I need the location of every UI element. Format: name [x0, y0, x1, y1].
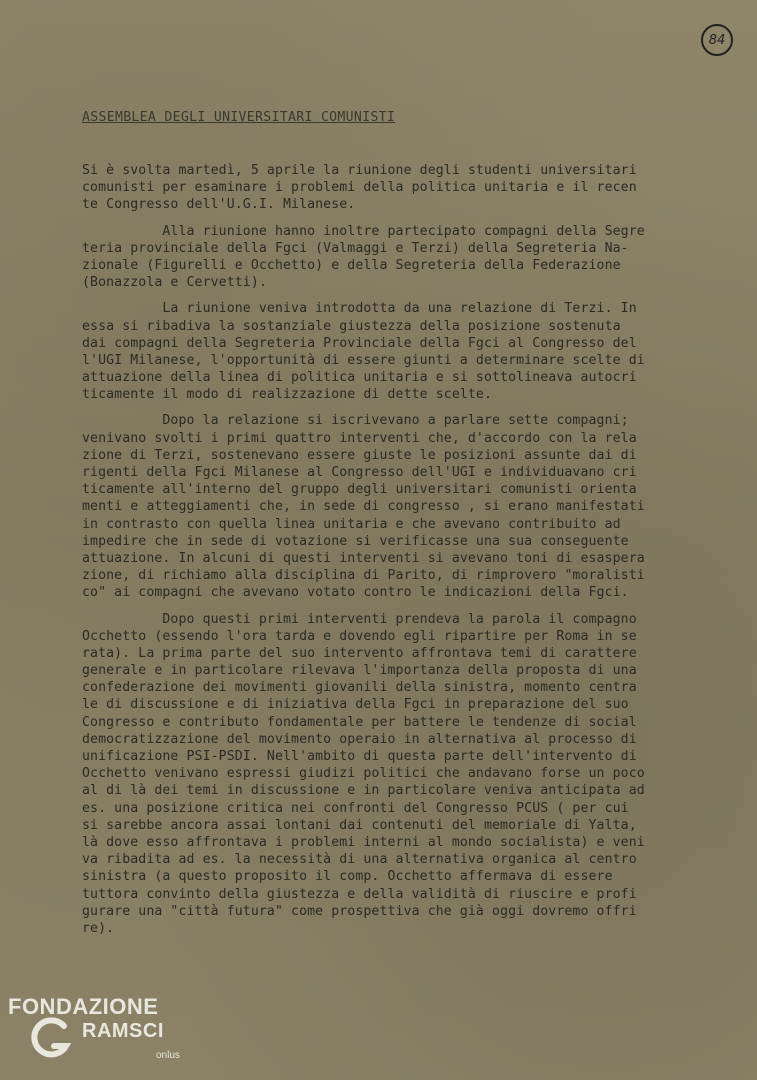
text-line: va ribadita ad es. la necessità di una alternativa organica al centro: [82, 852, 637, 868]
logo-text-onlus: onlus: [156, 1050, 180, 1061]
text-line: zione di Terzi, sostenevano essere giuste le posizioni assunte dai di: [82, 447, 637, 463]
paragraph: [82, 412, 732, 601]
paragraph-gap: [82, 403, 732, 412]
text-line: zione, di richiamo alla disciplina di Parito, di rimprovero "moralisti: [82, 568, 645, 584]
paragraph: [82, 611, 732, 938]
document-heading: ASSEMBLEA DEGLI UNIVERSITARI COMUNISTI: [82, 110, 396, 125]
text-line: teria provinciale della Fgci (Valmaggi e Terzi) della Segreteria Na-: [82, 240, 629, 256]
document-body: [82, 162, 732, 937]
text-line: impedire che in sede di votazione si verificasse una sua conseguente: [82, 533, 629, 549]
logo-g-mark-icon: [30, 1016, 72, 1062]
text-line: l'UGI Milanese, l'opportunità di essere giunti a determinare scelte di: [82, 352, 645, 368]
text-line: (Bonazzola e Cervetti).: [82, 275, 267, 291]
text-line: in contrasto con quella linea unitaria e che avevano contribuito ad: [82, 516, 621, 532]
paragraph: [82, 162, 732, 214]
text-line: Occhetto (essendo l'ora tarda e dovendo egli ripartire per Roma in se: [82, 628, 637, 644]
text-line: attuazione della linea di politica unitaria e si sottolineava autocri: [82, 370, 637, 386]
text-line: Occhetto venivano espressi giudizi politici che andavano forse un poco: [82, 766, 645, 782]
text-line: le di discussione e di iniziativa della Fgci in preparazione del suo: [82, 697, 629, 713]
page-number-stamp: [701, 24, 733, 56]
text-line: comunisti per esaminare i problemi della politica unitaria e il recen: [82, 180, 637, 196]
text-line: zionale (Figurelli e Occhetto) e della Segreteria della Federazione: [82, 257, 621, 273]
text-line: ticamente il modo di realizzazione di dette scelte.: [82, 387, 493, 403]
text-line: es. una posizione critica nei confronti del Congresso PCUS ( per cui: [82, 800, 629, 816]
text-line: La riunione veniva introdotta da una relazione di Terzi. In: [82, 301, 637, 317]
fondazione-gramsci-logo: [8, 994, 198, 1074]
text-line: essa si ribadiva la sostanziale giustezza della posizione sostenuta: [82, 318, 621, 334]
paragraph-gap: [82, 214, 732, 223]
text-line: Congresso e contributo fondamentale per battere le tendenze di social: [82, 714, 637, 730]
text-line: ticamente all'interno del gruppo degli universitari comunisti orienta: [82, 482, 637, 498]
logo-text-fondazione: FONDAZIONE: [8, 994, 159, 1019]
text-line: tuttora convinto della giustezza e della validità di riuscire e profi: [82, 886, 637, 902]
text-line: si sarebbe ancora assai lontani dai contenuti del memoriale di Yalta,: [82, 817, 637, 833]
text-line: sinistra (a questo proposito il comp. Occhetto affermava di essere: [82, 869, 613, 885]
paragraph: [82, 223, 732, 292]
text-line: te Congresso dell'U.G.I. Milanese.: [82, 197, 356, 213]
text-line: là dove esso affrontava i problemi interni al mondo socialista) e veni: [82, 834, 645, 850]
text-line: unificazione PSI-PSDI. Nell'ambito di questa parte dell'intervento di: [82, 749, 637, 764]
text-line: rigenti della Fgci Milanese al Congresso dell'UGI e individuavano cri: [82, 465, 637, 480]
page-number-text: 84: [708, 32, 726, 48]
text-line: re).: [82, 920, 115, 936]
text-line: Si è svolta martedì, 5 aprile la riunione degli studenti universitari: [82, 163, 637, 178]
paragraph-gap: [82, 602, 732, 611]
text-line: venivano svolti i primi quattro interventi che, d'accordo con la rela: [82, 430, 637, 446]
text-line: generale e in particolare rilevava l'importanza della proposta di una: [82, 663, 637, 679]
text-line: democratizzazione del movimento operaio in alternativa al processo di: [82, 731, 637, 747]
text-line: al di là dei temi in discussione e in particolare veniva anticipata ad: [82, 783, 645, 799]
text-line: confederazione dei movimenti giovanili della sinistra, momento centra: [82, 680, 637, 696]
text-line: gurare una "città futura" come prospettiva che già oggi dovremo offri: [82, 903, 637, 919]
text-line: attuazione. In alcuni di questi interventi si avevano toni di esaspera: [82, 550, 645, 566]
text-line: Dopo questi primi interventi prendeva la parola il compagno: [82, 611, 637, 627]
text-line: Dopo la relazione si iscrivevano a parlare sette compagni;: [82, 413, 629, 429]
paragraph-gap: [82, 291, 732, 300]
text-line: co" ai compagni che avevano votato contro le indicazioni della Fgci.: [82, 585, 629, 601]
logo-text-ramsci: RAMSCI: [82, 1020, 164, 1042]
text-line: dai compagni della Segreteria Provinciale della Fgci al Congresso del: [82, 335, 637, 351]
paragraph: [82, 300, 732, 403]
text-line: rata). La prima parte del suo intervento affrontava temi di carattere: [82, 645, 637, 661]
text-line: Alla riunione hanno inoltre partecipato compagni della Segre: [82, 223, 645, 239]
text-line: menti e atteggiamenti che, in sede di congresso , si erano manifestati: [82, 499, 645, 515]
